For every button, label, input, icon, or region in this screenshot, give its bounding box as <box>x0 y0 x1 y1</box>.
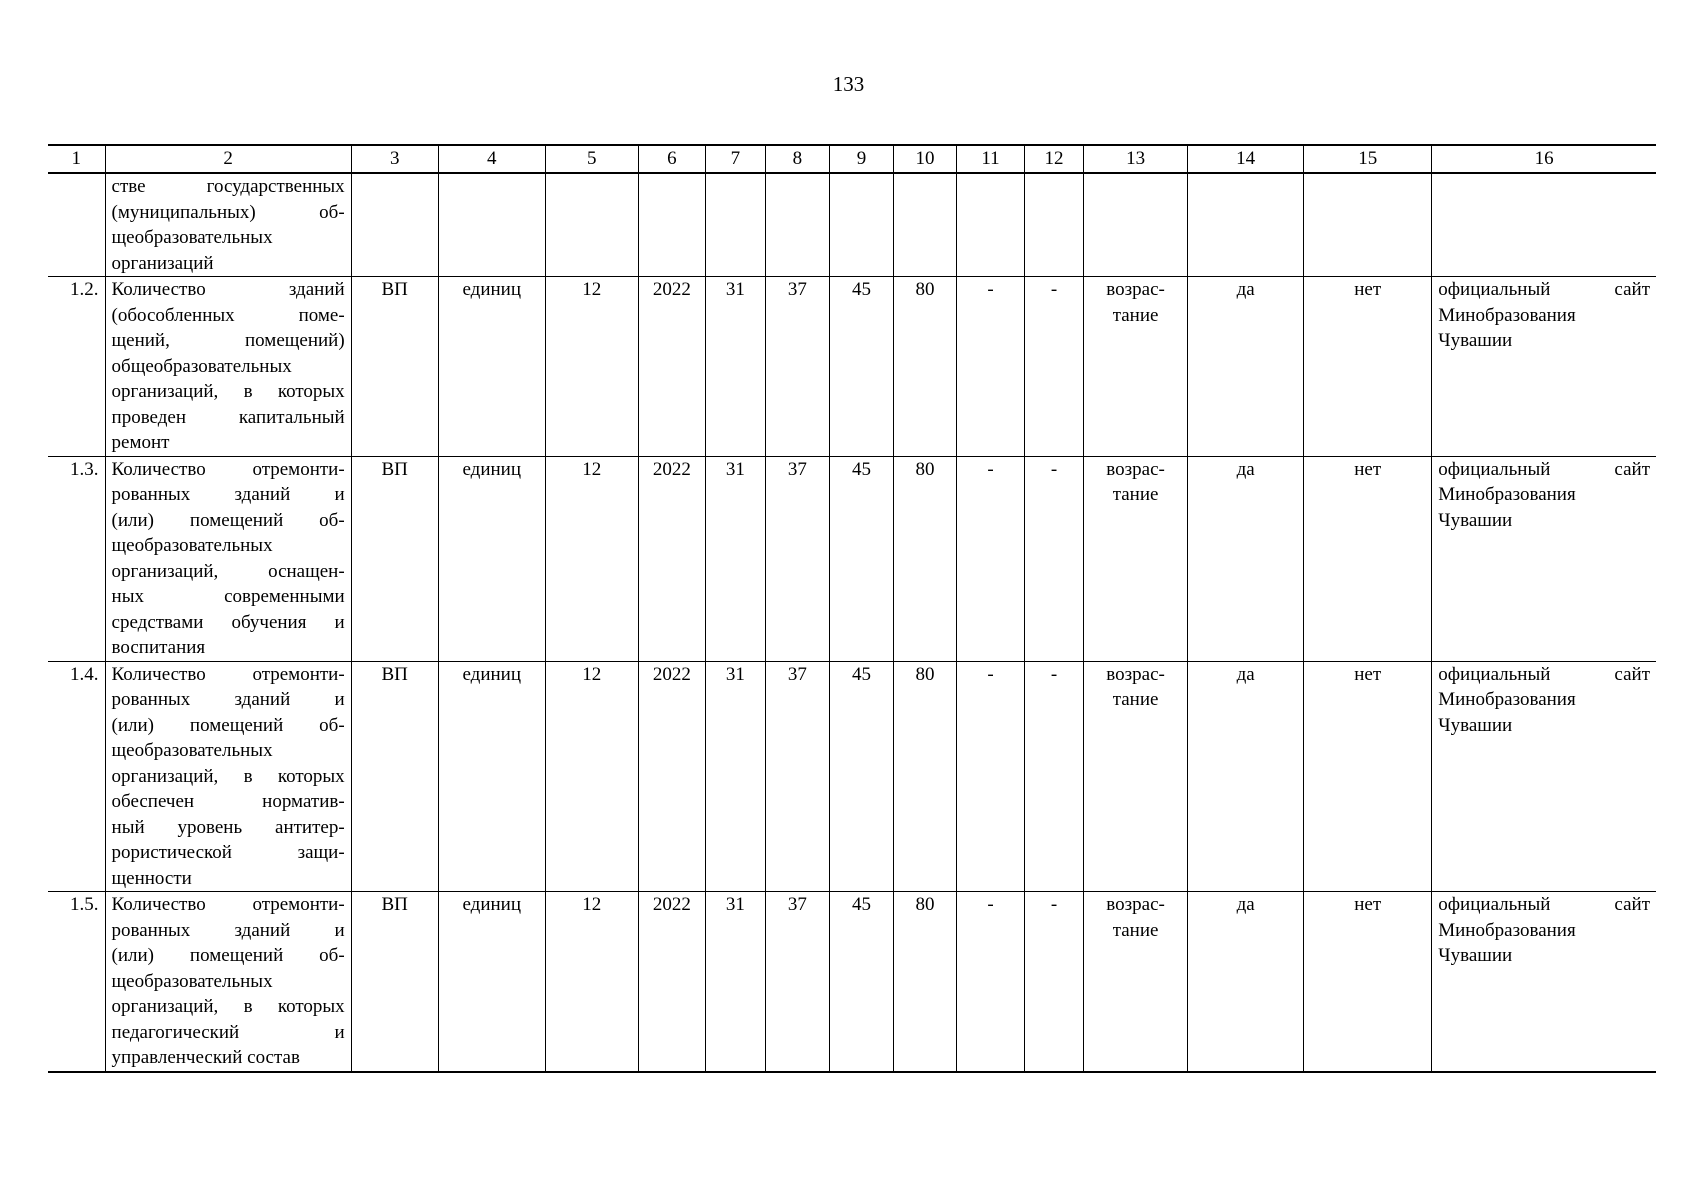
base-year-cell: 2022 <box>638 661 705 892</box>
indicator-name-line: ремонт <box>111 432 170 453</box>
source-line: Чувашии <box>1438 509 1513 531</box>
indicator-name-line: рованных зданий и <box>111 919 345 941</box>
value-cell: 45 <box>829 277 893 457</box>
value-cell: 31 <box>705 456 765 661</box>
trend-line: тание <box>1112 304 1159 326</box>
table-row <box>48 456 1656 661</box>
trend-line: тание <box>1112 919 1159 941</box>
source-line: Минобразования <box>1438 919 1576 941</box>
row-number-cell: 1.5. <box>48 892 105 1072</box>
indicator-name-line: организаций <box>111 252 214 274</box>
column-number-5: 5 <box>545 145 638 173</box>
source-line: Минобразования <box>1438 689 1576 710</box>
indicator-name-line: (или) помещений об- <box>111 714 345 736</box>
source-cell <box>1432 456 1656 661</box>
value-cell: 45 <box>829 661 893 892</box>
flag-cell: да <box>1188 661 1304 892</box>
indicator-name-line: рованных зданий и <box>111 484 345 505</box>
base-year-cell: 2022 <box>638 277 705 457</box>
base-year-cell: 2022 <box>638 892 705 1072</box>
value-cell: - <box>1025 456 1084 661</box>
indicator-name-line: управленческий состав <box>111 1047 300 1068</box>
value-cell: - <box>1025 892 1084 1072</box>
indicator-name-line: воспитания <box>111 637 206 658</box>
column-number-8: 8 <box>765 145 829 173</box>
flag-cell: да <box>1188 456 1304 661</box>
column-number-12: 12 <box>1025 145 1084 173</box>
value-cell: - <box>956 892 1024 1072</box>
indicator-name-line: стве государственных <box>111 176 345 197</box>
column-number-11: 11 <box>956 145 1024 173</box>
column-number-2: 2 <box>105 145 351 173</box>
indicator-type-cell: ВП <box>351 456 438 661</box>
column-number-13: 13 <box>1084 145 1188 173</box>
page-number: 133 <box>832 72 865 96</box>
source-line: Чувашии <box>1438 330 1513 351</box>
unit-cell <box>438 173 545 277</box>
indicator-type-cell: ВП <box>351 277 438 457</box>
row-number-cell: 1.2. <box>48 277 105 457</box>
column-number-10: 10 <box>893 145 956 173</box>
source-line: Минобразования <box>1438 484 1576 505</box>
trend-line: возрас- <box>1106 663 1165 685</box>
indicator-type-cell: ВП <box>351 661 438 892</box>
value-cell: 37 <box>765 277 829 457</box>
trend-cell <box>1084 173 1188 277</box>
trend-line: возрас- <box>1106 279 1165 300</box>
row-number-cell: 1.3. <box>48 456 105 661</box>
indicator-name-line: щений, помещений) <box>111 330 345 351</box>
indicator-name-line: организаций, в которых <box>111 765 345 787</box>
source-line: Чувашии <box>1438 945 1513 966</box>
source-cell <box>1432 277 1656 457</box>
value-cell: - <box>956 661 1024 892</box>
column-number-7: 7 <box>705 145 765 173</box>
source-line: Минобразования <box>1438 304 1576 326</box>
value-cell <box>956 173 1024 277</box>
column-number-3: 3 <box>351 145 438 173</box>
base-year-cell: 2022 <box>638 456 705 661</box>
row-number-cell: 1.4. <box>48 661 105 892</box>
value-cell: 31 <box>705 892 765 1072</box>
indicator-name-line: обеспечен норматив- <box>111 791 345 812</box>
indicator-name-line: рористической защи- <box>111 842 345 863</box>
indicator-name-line: щеобразовательных <box>111 535 273 556</box>
flag-cell: нет <box>1304 892 1432 1072</box>
table-row <box>48 277 1656 457</box>
column-number-9: 9 <box>829 145 893 173</box>
indicator-name-line: щеобразовательных <box>111 740 273 761</box>
indicator-name-line: Количество зданий <box>111 279 345 300</box>
indicator-name-cell <box>105 173 351 277</box>
source-line: Чувашии <box>1438 714 1513 736</box>
base-value-cell <box>545 173 638 277</box>
indicator-name-line: организаций, в которых <box>111 381 345 402</box>
indicator-type-cell: ВП <box>351 892 438 1072</box>
indicator-name-cell <box>105 892 351 1072</box>
trend-cell <box>1084 892 1188 1072</box>
value-cell <box>829 173 893 277</box>
indicator-name-cell <box>105 456 351 661</box>
value-cell: 37 <box>765 661 829 892</box>
column-number-4: 4 <box>438 145 545 173</box>
unit-cell: единиц <box>438 456 545 661</box>
source-cell <box>1432 661 1656 892</box>
table-body <box>48 173 1656 1072</box>
flag-cell: да <box>1188 277 1304 457</box>
column-number-15: 15 <box>1304 145 1432 173</box>
column-number-6: 6 <box>638 145 705 173</box>
trend-line: возрас- <box>1106 458 1165 480</box>
value-cell: - <box>1025 277 1084 457</box>
source-cell <box>1432 173 1656 277</box>
indicator-name-line: щеобразовательных <box>111 227 273 248</box>
row-number-cell <box>48 173 105 277</box>
trend-line: возрас- <box>1106 894 1165 915</box>
value-cell <box>705 173 765 277</box>
value-cell: 37 <box>765 456 829 661</box>
source-line: официальный сайт <box>1438 458 1650 480</box>
source-cell <box>1432 892 1656 1072</box>
indicator-name-line: общеобразовательных <box>111 355 292 377</box>
indicator-name-line: (или) помещений об- <box>111 509 345 531</box>
flag-cell <box>1304 173 1432 277</box>
indicator-name-line: Количество отремонти- <box>111 458 345 480</box>
indicator-name-cell <box>105 661 351 892</box>
column-number-header-row <box>48 145 1656 173</box>
indicator-name-line: средствами обучения и <box>111 611 345 633</box>
indicator-table <box>48 144 1656 1073</box>
indicator-name-line: Количество отремонти- <box>111 894 345 915</box>
indicator-name-line: ный уровень антитер- <box>111 816 345 838</box>
base-value-cell: 12 <box>545 456 638 661</box>
indicator-name-line: рованных зданий и <box>111 689 345 710</box>
indicator-name-line: Количество отремонти- <box>111 663 345 685</box>
flag-cell: нет <box>1304 277 1432 457</box>
base-value-cell: 12 <box>545 277 638 457</box>
column-number-16: 16 <box>1432 145 1656 173</box>
indicator-name-line: организаций, оснащен- <box>111 560 345 582</box>
indicator-name-line: (муниципальных) об- <box>111 201 345 223</box>
value-cell: 80 <box>893 892 956 1072</box>
table-row <box>48 892 1656 1072</box>
trend-line: тание <box>1112 689 1159 710</box>
base-value-cell: 12 <box>545 892 638 1072</box>
trend-cell <box>1084 277 1188 457</box>
value-cell: 45 <box>829 456 893 661</box>
indicator-name-line: щеобразовательных <box>111 970 273 992</box>
value-cell: 80 <box>893 277 956 457</box>
table-row <box>48 661 1656 892</box>
trend-line: тание <box>1112 484 1159 505</box>
indicator-name-line: организаций, в которых <box>111 996 345 1017</box>
column-number-14: 14 <box>1188 145 1304 173</box>
value-cell <box>893 173 956 277</box>
value-cell: - <box>956 456 1024 661</box>
value-cell: 37 <box>765 892 829 1072</box>
indicator-type-cell <box>351 173 438 277</box>
source-line: официальный сайт <box>1438 663 1650 685</box>
column-number-1: 1 <box>48 145 105 173</box>
value-cell: 45 <box>829 892 893 1072</box>
indicator-name-line: проведен капитальный <box>111 406 345 428</box>
unit-cell: единиц <box>438 661 545 892</box>
value-cell <box>765 173 829 277</box>
base-value-cell: 12 <box>545 661 638 892</box>
value-cell: 80 <box>893 661 956 892</box>
indicator-name-line: (обособленных поме- <box>111 304 345 326</box>
value-cell: 80 <box>893 456 956 661</box>
value-cell: 31 <box>705 661 765 892</box>
indicator-name-line: щенности <box>111 867 192 889</box>
trend-cell <box>1084 456 1188 661</box>
source-line: официальный сайт <box>1438 279 1650 300</box>
base-year-cell <box>638 173 705 277</box>
unit-cell: единиц <box>438 277 545 457</box>
trend-cell <box>1084 661 1188 892</box>
value-cell: - <box>956 277 1024 457</box>
indicator-name-cell <box>105 277 351 457</box>
indicator-name-line: ных современными <box>111 586 345 607</box>
unit-cell: единиц <box>438 892 545 1072</box>
indicator-name-line: педагогический и <box>111 1021 345 1043</box>
value-cell: - <box>1025 661 1084 892</box>
flag-cell: нет <box>1304 456 1432 661</box>
table-row <box>48 173 1656 277</box>
source-line: официальный сайт <box>1438 894 1650 915</box>
flag-cell <box>1188 173 1304 277</box>
value-cell: 31 <box>705 277 765 457</box>
indicator-name-line: (или) помещений об- <box>111 945 345 966</box>
flag-cell: нет <box>1304 661 1432 892</box>
value-cell <box>1025 173 1084 277</box>
flag-cell: да <box>1188 892 1304 1072</box>
